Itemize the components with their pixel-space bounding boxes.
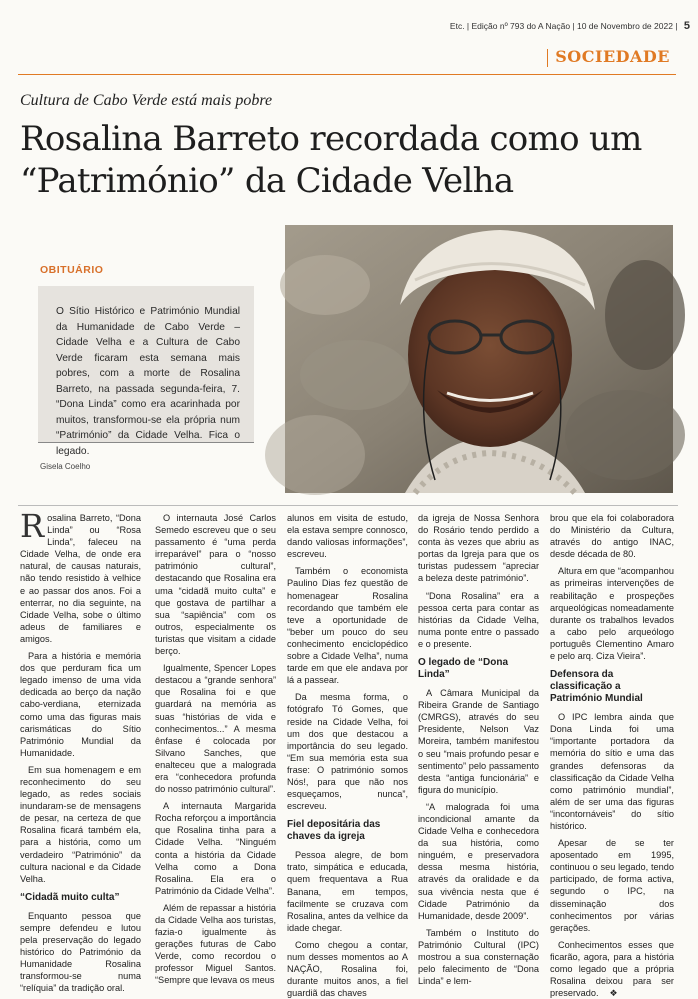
column-4 bbox=[418, 512, 539, 987]
paragraph: da igreja de Nossa Senhora do Rosário tendo perdido a conta às vezes que abriu as portas da Igreja para que os turistas pudessem “apreciar a beleza deste património”. bbox=[418, 513, 539, 584]
column-3 bbox=[287, 512, 408, 999]
byline: Gisela Coelho bbox=[40, 462, 91, 471]
article-kicker: Cultura de Cabo Verde está mais pobre bbox=[20, 92, 273, 109]
paragraph: O IPC lembra ainda que Dona Linda foi uma “importante portadora da memória do sítio e uma das grandes defensoras da classificação da Cidade Velha como património mundial”, além de ser uma das figuras “incontornáveis” do sítio histórico. bbox=[550, 712, 674, 831]
paragraph: Em sua homenagem e em reconhecimento do seu legado, as redes sociais inundaram-se de mensagens de pesar, na certeza de que Rosalina ficará também ela, para a história, como um verdadeiro “Património” da cultura nacional e da Cidade Velha. bbox=[20, 764, 141, 884]
section-divider bbox=[547, 49, 548, 67]
column-2 bbox=[155, 512, 276, 986]
headline-line-2: “Património” da Cidade Velha bbox=[20, 161, 514, 201]
drop-cap: R bbox=[20, 507, 45, 545]
portrait-illustration bbox=[285, 225, 673, 493]
paragraph: “Dona Rosalina” era a pessoa certa para contar as histórias da Cidade Velha, numa ponte entre o passado e o presente. bbox=[418, 590, 539, 649]
paragraph: alunos em visita de estudo, ela estava sempre connosco, dando valiosas informações”, escreveu. bbox=[287, 513, 408, 560]
paragraph: “A malograda foi uma incondicional amante da Cidade Velha e conhecedora da sua história, como ninguém, e preservadora dessa mesma história, através da oralidade e da sua vivência nesta que é Cidade Património da Humanidade, desde 2009”. bbox=[418, 801, 539, 921]
portrait-photo bbox=[285, 225, 673, 493]
section-rule bbox=[18, 44, 676, 75]
paragraph: Igualmente, Spencer Lopes destacou a “grande senhora” que Rosalina foi e que guardará na memória as suas “histórias de vida e conhecimentos...” A mesma ênfase é colocada por Silvano Sanches, que enalteceu que a malograda era “conhecedora profunda do nosso património cultural”. bbox=[155, 663, 276, 795]
lead-text: O Sítio Histórico e Património Mundial da Humanidade de Cabo Verde – Cidade Velha e a Cultura de Cabo Verde ficaram esta semana mais pobres, com a morte de Rosalina Barreto, na passada segunda-feira, 7. “Dona Linda” como era acarinhada por muitos, transformou-se ela própria num “Património” da Cidade Velha. Fica o legado. bbox=[56, 306, 240, 457]
paragraph: Da mesma forma, o fotógrafo Tó Gomes, que reside na Cidade Velha, foi um dos que destacou a importância do seu legado. “Em sua memória esta sua frase: O património somos Nós!, para que não nos esqueçamos, nunca”, escreveu. bbox=[287, 692, 408, 812]
page-header bbox=[0, 20, 690, 38]
paragraph: Também o economista Paulino Dias fez questão de homenagear Rosalina recordando que também ele teve a oportunidade de “beber um pouco do seu conhecimento enciclopédico sobre a Cidade Velha”, numa tarde em que ele andava por lá a passear. bbox=[287, 566, 408, 686]
end-mark-icon: ❖ bbox=[609, 988, 618, 999]
article-headline bbox=[20, 118, 680, 202]
paragraph: A Câmara Municipal da Ribeira Grande de Santiago (CMRGS), através do seu Presidente, Nelson Vaz Moreira, também manifestou o seu “mais profundo pesar e sentimento” pelo passamento desta “antiga funcionária” e figura do município. bbox=[418, 688, 539, 795]
section-label: SOCIEDADE bbox=[555, 47, 670, 66]
subheading: O legado de “Dona Linda” bbox=[418, 657, 509, 681]
paragraph: O internauta José Carlos Semedo escreveu que o seu passamento é “uma perda irreparável” para o “nosso património cultural”, destacando que Rosalina era uma “cidadã muito culta” e que gostava de partilhar a sua “sapiência” com os outros, especialmente os turistas que visitam a cidade berço. bbox=[155, 513, 276, 657]
column-1 bbox=[20, 507, 141, 994]
paragraph: A internauta Margarida Rocha reforçou a importância que Rosalina tinha para a Cidade Velha. “Ninguém conta a história da Cidade Velha como a Dona Rosalina. Ela era o Património da Cidade Velha”. bbox=[155, 801, 276, 896]
paragraph-text: Conhecimentos esses que ficarão, agora, para a história como legado que a própria Rosalina deixou para ser preservado. bbox=[550, 939, 674, 999]
paragraph: Pessoa alegre, de bom trato, simpática e educada, quem frequentava a Rua Banana, em tempos, facilmente se cruzava com Rosalina, antes da velhice da idade chegar. bbox=[287, 850, 408, 933]
paragraph: Além de repassar a história da Cidade Velha aos turistas, fazia-o igualmente às gerações futuras de Cabo Verde, como recordou o professor Miguel Santos. “Sempre que levava os meus bbox=[155, 902, 276, 986]
page-number: 5 bbox=[683, 20, 690, 32]
paragraph: Como chegou a contar, num desses momentos ao A NAÇÃO, Rosalina foi, durante muitos anos, a fiel guardiã das chaves bbox=[287, 939, 408, 999]
subheading: Defensora da classificação a Património Mundial bbox=[550, 669, 643, 705]
headline-line-1: Rosalina Barreto recordada como um bbox=[20, 119, 642, 159]
subheading: “Cidadã muito culta” bbox=[20, 891, 120, 903]
paragraph: Para a história e memória dos que perduram fica um legado imenso de uma vida dedicada ao berço da nação cabo-verdiana, eternizada como uma das figuras mais carismáticas do Sítio Património Mundial da Humanidade. bbox=[20, 651, 141, 758]
paragraph: Enquanto pessoa que sempre defendeu e lutou pela preservação do legado histórico do Património da Humanidade Rosalina transformou-se numa “relíquia” da tradição oral. bbox=[20, 910, 141, 994]
subheading: Fiel depositária das chaves da igreja bbox=[287, 819, 381, 843]
paragraph bbox=[550, 939, 674, 999]
obituary-label: OBITUÁRIO bbox=[40, 264, 104, 276]
section-tag bbox=[555, 47, 670, 66]
paragraph: brou que ela foi colaboradora do Ministério da Cultura, através do antigo INAC, desde década de 80. bbox=[550, 513, 674, 560]
paragraph bbox=[20, 507, 141, 645]
paragraph: Altura em que “acompanhou as primeiras intervenções de reabilitação e prospeções arqueológicas nomeadamente durante os trabalhos levados a cabo pelo arqueólogo português Clementino Amaro e pelo arq. Ciza Vieira”. bbox=[550, 566, 674, 662]
paragraph: Apesar de se ter aposentado em 1995, continuou o seu legado, tendo participado, de forma activa, segundo o IPC, na disseminação dos conhecimentos por várias gerações. bbox=[550, 838, 674, 933]
paragraph-text: osalina Barreto, “Dona Linda” ou “Rosa Linda”, faleceu na Cidade Velha, de onde era natural, de causas naturais, não tendo resistido à velhice e ao passar dos anos. Foi a enterrar, no dia seguinte, na Cidade Velha, sobe o último adeus de familiares e amigos. bbox=[20, 513, 141, 644]
article-body bbox=[18, 505, 678, 999]
lead-box bbox=[38, 286, 254, 457]
paragraph: Também o Instituto do Património Cultural (IPC) mostrou a sua consternação pelo falecimento de “Dona Linda” e lem- bbox=[418, 927, 539, 987]
edition-meta: Etc. | Edição nº 793 do A Nação | 10 de Novembro de 2022 | bbox=[449, 21, 678, 31]
column-5 bbox=[550, 512, 674, 999]
